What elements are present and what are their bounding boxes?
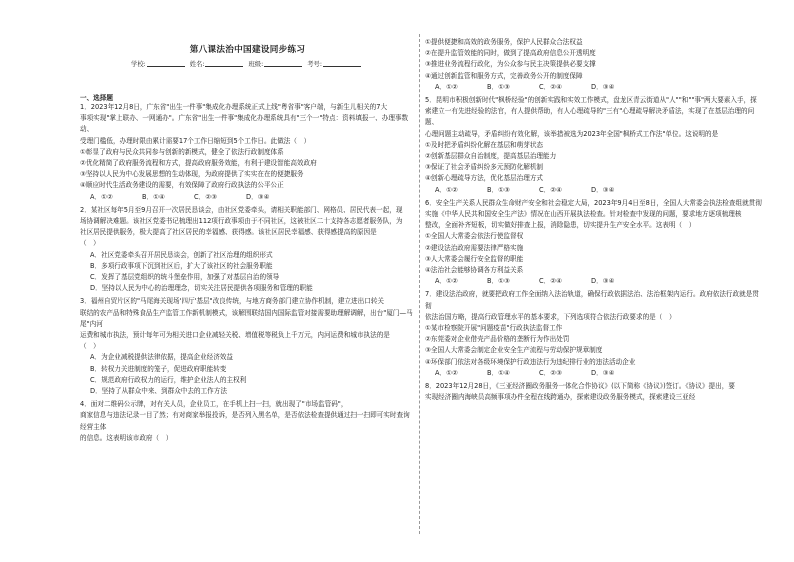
- class-blank: [264, 66, 302, 67]
- q5-stem-line: 5．昆明市积极创新时代"枫桥经验"的创新实践和实效工作模式，盘龙区青云街道从"人""和""事"两大要素入手，探: [425, 96, 757, 105]
- question-8: [425, 381, 763, 403]
- q3-option-b: B．转权力关进制度的笼子，促进政府职能转变: [90, 364, 227, 373]
- q7-options: [425, 368, 763, 379]
- q7-option-b: B．①④: [487, 368, 510, 377]
- q7-stem-line: 依法治国方略，提高行政管理水平的基本要求，下列选项符合依法行政要求的是（ ）: [425, 312, 676, 321]
- left-column: [80, 102, 415, 444]
- q7-item: ③全国人大常委会制定企业安全生产流程与劳动保护规章制度: [425, 346, 603, 355]
- q6-options: [425, 276, 763, 287]
- q4-option-c: C．②④: [539, 82, 563, 91]
- q4-stem-line: 4．面对二维码公示牌，对有关人员，企业员工，在手机上扫一扫，就出现了"市场监管码"，: [80, 400, 348, 409]
- q1-item: ④顺应时代生活政务建设的需要，有效保障了政府行政执法的公平公正: [80, 181, 284, 190]
- exam-no-blank: [323, 66, 361, 67]
- q5-item: ②创新基层群众自治制度，提高基层治理能力: [425, 152, 557, 161]
- q6-stem-line: 实施《中华人民共和国安全生产法》情况在山西开展执法检查。针对检查中发现的问题，要求地方逐项梳理核: [425, 210, 742, 219]
- q4-options: [425, 82, 763, 93]
- q2-stem-line: 社区居民提供服务，极大提高了社区居民的幸福感、获得感。该社区居民幸福感、获得感提高的原因是: [80, 228, 377, 237]
- section-heading: 一、选择题: [80, 94, 113, 102]
- q4-stem-line: 的信息。这表明该市政府（ ）: [80, 433, 173, 442]
- q4-option-d: D．③④: [591, 82, 615, 91]
- question-4-continued: [425, 37, 763, 93]
- q3-option-a: A．为企业减税提供法律依据，提高企业经济效益: [90, 353, 233, 362]
- q1-option-c: C．②③: [194, 192, 218, 201]
- q5-option-c: C．②④: [539, 185, 563, 194]
- q5-option-b: B．①③: [487, 185, 510, 194]
- q7-item: ④环保部门依法对各级环境保护行政违法行为违纪排行业的违法活动企业: [425, 357, 636, 366]
- q2-stem-line: 场协调解决难题。该社区党委书记梳理出112项行政事项由于不同社区，这被社区二十支持各志愿者服务队，为: [80, 217, 403, 226]
- student-info-row: [80, 59, 415, 68]
- q1-option-a: A．①②: [90, 192, 113, 201]
- question-7: [425, 289, 763, 379]
- q3-stem-line: （ ）: [80, 342, 100, 351]
- q6-item: ②建设法治政府需要法律严格实施: [425, 243, 524, 252]
- q6-item: ③人大常委会履行安全监督的职能: [425, 254, 524, 263]
- q1-options: [80, 192, 415, 203]
- q3-option-c: C．规范政府行政权力的运行，维护企业法人的主权利: [90, 375, 247, 384]
- q3-stem-line: 运费和城市执法，预计每年可为相关进口企业减轻关税、增值税等税负上千万元，内河运费和城市执法的是: [80, 331, 390, 340]
- q1-stem-line: 事项实现"掌上联办、一网通办"。广东省"出生一件事"集成化办理系统具有"三个一"特点：资料填报一、办理事数动、: [80, 114, 409, 134]
- q3-option-d: D．坚持了从群众中来、到群众中去的工作方法: [90, 387, 227, 396]
- q4-item: ②在提升监管效能的同时，做到了提高政府信息公开透明度: [425, 49, 596, 58]
- q8-stem-line: 8．2023年12月28日，《三亚经济圈政务服务一体化合作协议》(以下简称《协议》)签订。《协议》提出，要: [425, 382, 735, 391]
- q2-stem-line: （ ）: [80, 239, 100, 248]
- q2-option-d: D．坚持以人民为中心的治理理念，切实关注居民提供各项服务和管理的职能: [90, 284, 313, 293]
- question-1: [80, 102, 415, 203]
- q7-option-a: A．①②: [435, 368, 458, 377]
- question-3: [80, 296, 415, 397]
- q6-item: ①全国人大常委会依法行使监督权: [425, 232, 524, 241]
- class-label: 班级:: [248, 61, 264, 68]
- q2-option-a: A．社区党委牵头召开居民恳谈会，创新了社区治理的组织形式: [90, 250, 273, 259]
- q2-option-c: C．发挥了基层党组织的统斗堡垒作用，加强了对基层自治的领导: [90, 273, 280, 282]
- q5-item: ④创新心理疏导方法，优化基层治理方式: [425, 174, 544, 183]
- q4-option-a: A．①②: [435, 82, 458, 91]
- q4-option-b: B．①③: [487, 82, 510, 91]
- question-2: [80, 205, 415, 295]
- q6-item: ④法治社会能够协调各方利益关系: [425, 266, 524, 275]
- q4-item: ④通过创新监管和服务方式，完善政务公开的制度保障: [425, 71, 583, 80]
- q3-stem-line: 3．福州自贸片区的"马尾海关现场'四厅'基层"改良传统，与地方商务部门建立协作机制，建立进出口转关: [80, 297, 385, 306]
- school-blank: [147, 66, 185, 67]
- name-blank: [205, 66, 243, 67]
- q5-options: [425, 185, 763, 196]
- q1-stem-line: 受理门槛低，办理时限由累计需要17个工作日缩短到5个工作日。此做法（ ）: [80, 136, 311, 145]
- exam-no-label: 考号:: [307, 61, 322, 68]
- q3-stem-line: 联结的农产品和特殊食品生产监管工作新机制模式，该解围联结国内国际监管对接需要助理解调解，出台"厦门—马尾"内河: [80, 308, 413, 328]
- name-label: 姓名:: [189, 61, 205, 68]
- question-5: [425, 95, 763, 196]
- q2-stem-line: 2．某社区每年5月至9月召开一次居民恳谈会，由社区党委牵头，请相关职能部门、网格员、居民代表一起，现: [80, 205, 403, 214]
- q7-option-c: C．②③: [539, 368, 563, 377]
- q6-option-d: D．③④: [591, 277, 615, 286]
- q5-stem-line: 索建立一有先进经验的法官，有人提供帮助，有人心理疏导的"三有"心理疏导解决矛盾法，实现了在基层治理的问题、: [425, 107, 755, 127]
- q1-item: ②优化精简了政府服务流程和方式，提高政府服务效能，有利于建设智能高效政府: [80, 159, 317, 168]
- q5-item: ③保证了社会矛盾纠纷多元预防化解机制: [425, 163, 544, 172]
- q4-item: ③推进业务流程行政化，为公众参与民主决策提供必要支撑: [425, 60, 596, 69]
- school-label: 学校:: [131, 61, 146, 68]
- q6-option-b: B．①③: [487, 277, 510, 286]
- q4-item: ①提供便捷和高效的政务服务，保护人民群众合法权益: [425, 38, 583, 46]
- q5-option-d: D．③④: [591, 185, 615, 194]
- q7-item: ②东莞委对企业借壳产品价格的垄断行为作出处罚: [425, 335, 570, 344]
- q1-option-d: D．③④: [246, 192, 270, 201]
- q7-stem-line: 7．建设法治政府，就要把政府工作全面纳入法治轨道，确保行政依据法治、法治框架内运行。政府依法行政就是贯彻: [425, 290, 759, 310]
- question-6: [425, 198, 763, 288]
- q5-stem-line: 心理问题主动疏导，矛盾纠纷有效化解，该举措被选为2023年全国"枫桥式工作法"单位。这说明的是: [425, 129, 719, 138]
- q6-stem-line: 6．安全生产关系人民群众生命财产安全和社会稳定大局，2023年9月4日至8日，全国人大常委会执法检查组就贯彻: [425, 198, 762, 207]
- q4-stem-line: 商家信息与违法记录一目了然；有对商家举报投诉，是否列入黑名单，是否依法检查提供通过扫一扫即可实时查询经营主体: [80, 411, 410, 431]
- q2-option-b: B．多项行政事项下沉到社区后，扩大了该社区的社会服务职能: [90, 261, 273, 270]
- right-column: [425, 37, 763, 404]
- q1-item: ①彰显了政府与民众共同参与创新的新模式，健全了依法行政制度体系: [80, 147, 284, 156]
- q1-stem-line: 1．2023年12月8日，广东省"出生一件事"集成化办理系统正式上线"粤省事"客户端，与新生儿相关的7大: [80, 103, 388, 111]
- q7-item: ①某市检察院开展"问题疫苗"行政执法监督工作: [425, 324, 563, 333]
- q5-item: ①及时把矛盾纠纷化解在基层和萌芽状态: [425, 140, 544, 149]
- q1-item: ③坚持以人民为中心发展思想的生动体现，为政府提供了实实在在的便捷服务: [80, 170, 304, 179]
- q1-option-b: B．①④: [142, 192, 165, 201]
- q6-option-c: C．②④: [539, 277, 563, 286]
- q5-option-a: A．①②: [435, 185, 458, 194]
- q7-option-d: D．③④: [591, 368, 615, 377]
- column-divider: [419, 34, 420, 534]
- q8-stem-line: 实现经济圈内海峡员高频事项办件全程在线跨通办，探索建设政务服务模式，探索建设三亚经: [425, 393, 696, 402]
- q6-option-a: A．①②: [435, 277, 458, 286]
- q6-stem-line: 整改，全面补齐短板，切实做好排查上报，消除隐患，切实提升生产安全水平。这表明（ ）: [425, 221, 696, 230]
- question-4: [80, 399, 415, 444]
- page-title: 第八课法治中国建设同步练习: [189, 45, 306, 55]
